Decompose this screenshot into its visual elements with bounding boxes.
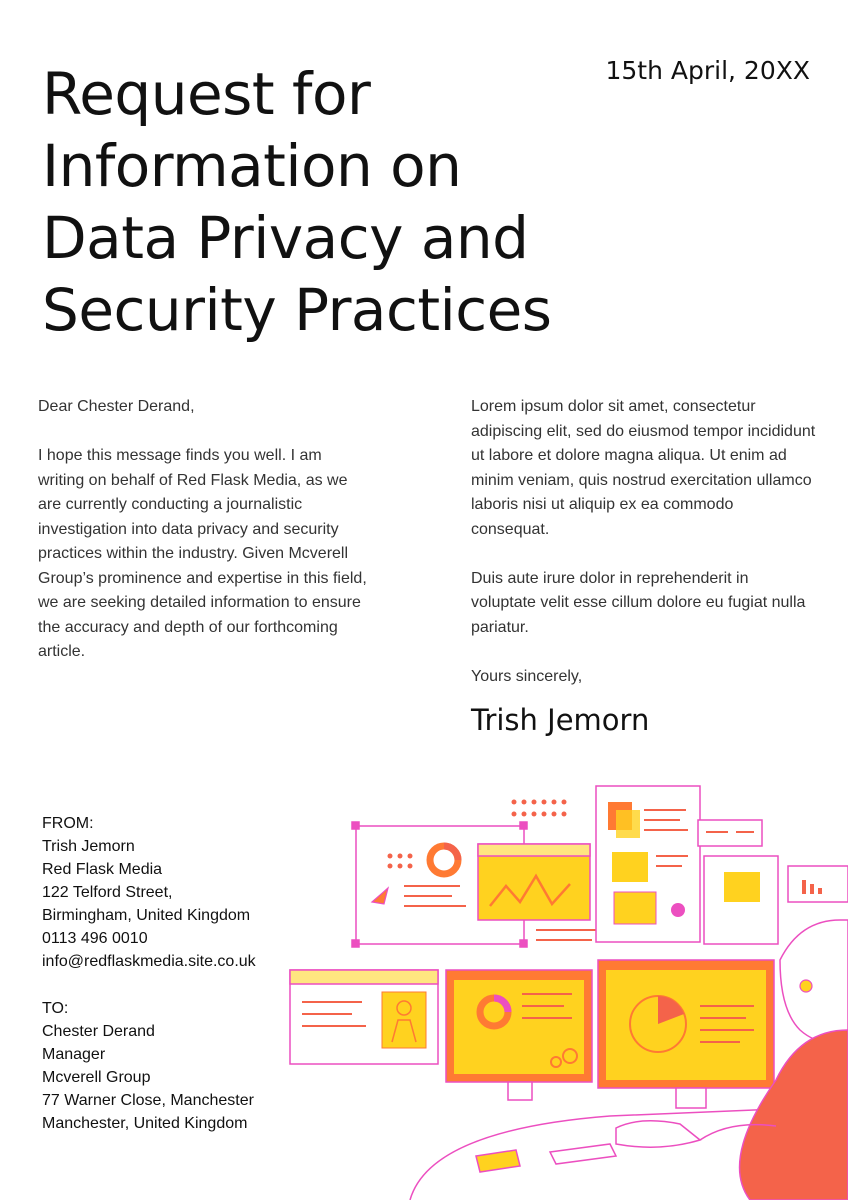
closing: Yours sincerely, (471, 667, 583, 685)
to-label: TO: (42, 1000, 69, 1017)
address-line: 0113 496 0010 (42, 930, 148, 947)
address-line: Red Flask Media (42, 861, 163, 878)
address-line: info@redflaskmedia.site.co.uk (42, 953, 256, 970)
body-paragraph: Lorem ipsum dolor sit amet, consectetur adipiscing elit, sed do eiusmod tempor incididunt ut labore et dolore magna aliqua. Ut enim ad minim veniam, quis nostrud exercitation ullamco laboris nisi ut aliquip ex ea commodo consequat. (471, 398, 816, 538)
page-title (42, 58, 642, 346)
address-line: 77 Warner Close, Manchester (42, 1092, 254, 1109)
body-paragraph: Duis aute irure dolor in reprehenderit in voluptate velit esse cillum dolore eu fugiat nulla pariatur. (471, 569, 806, 636)
letter-body-left (38, 395, 368, 689)
letter-date: 15th April, 20XX (605, 56, 810, 85)
title-line: Security Practices (42, 276, 552, 344)
address-line: Manager (42, 1046, 106, 1063)
address-line: Birmingham, United Kingdom (42, 907, 251, 924)
data-dashboard-illustration-icon (280, 780, 848, 1200)
salutation: Dear Chester Derand, (38, 398, 195, 415)
address-line: 122 Telford Street, (42, 884, 173, 901)
title-line: Information on (42, 132, 462, 200)
to-address (42, 997, 254, 1135)
from-address (42, 812, 256, 973)
from-label: FROM: (42, 815, 94, 832)
address-line: Mcverell Group (42, 1069, 151, 1086)
address-line: Chester Derand (42, 1023, 155, 1040)
body-paragraph: I hope this message finds you well. I am writing on behalf of Red Flask Media, as we are currently conducting a journalistic investigation into data privacy and security practices within the industry. Given Mcverell Group’s prominence and expertise in this field, we are seeking detailed information to ensure the accuracy and depth of our forthcoming article. (38, 447, 367, 660)
address-line: Manchester, United Kingdom (42, 1115, 248, 1132)
letter-body-right (471, 395, 816, 738)
title-line: Request for (42, 60, 371, 128)
signature-name: Trish Jemorn (471, 702, 650, 737)
title-line: Data Privacy and (42, 204, 529, 272)
address-line: Trish Jemorn (42, 838, 135, 855)
